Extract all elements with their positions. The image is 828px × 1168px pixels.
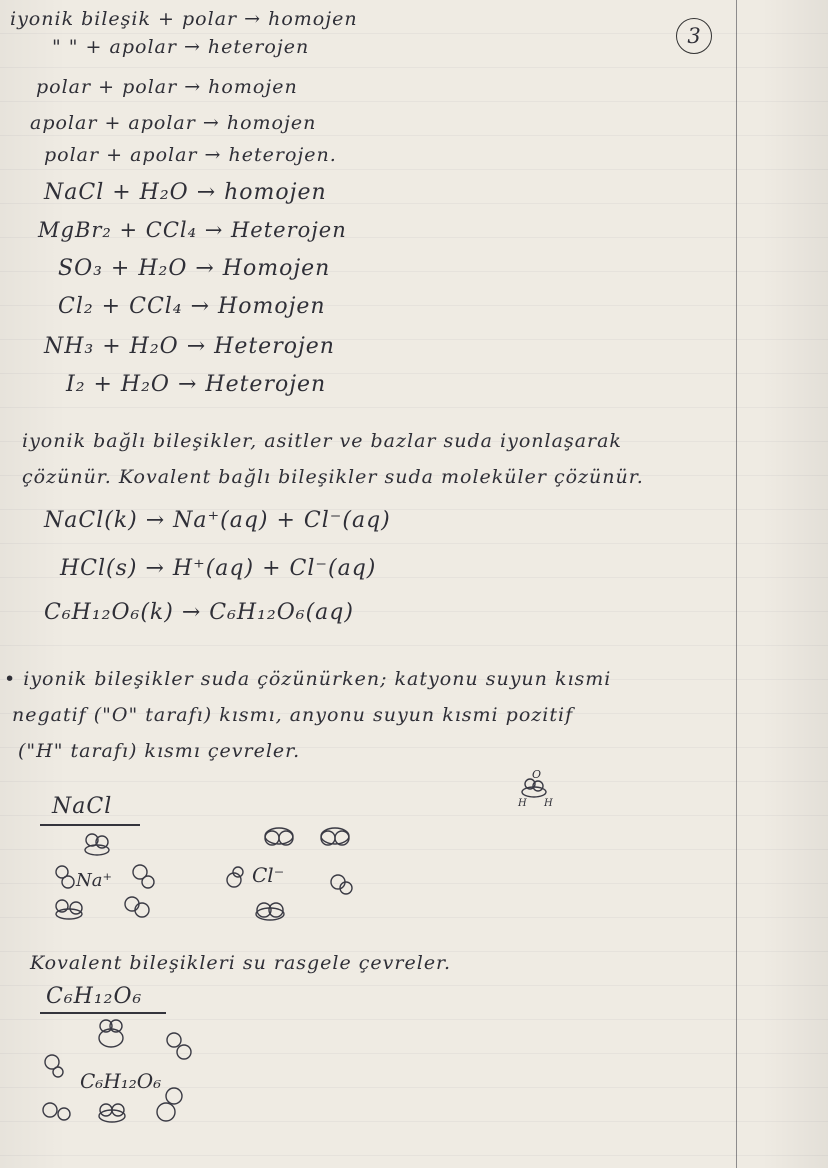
margin-line [736,0,737,1168]
sodium-ion-label: Na⁺ [76,870,112,891]
water-o-label: O [532,768,542,781]
equation-line: HCl(s) → H⁺(aq) + Cl⁻(aq) [60,556,377,581]
underline [40,824,140,826]
rule-line: polar + polar → homojen [36,76,298,98]
example-line: SO₃ + H₂O → Homojen [58,256,331,281]
example-line: I₂ + H₂O → Heterojen [66,372,327,397]
rule-line: apolar + apolar → homojen [30,112,317,134]
paragraph-line: Kovalent bileşikleri su rasgele çevreler. [30,952,452,974]
glucose-heading: C₆H₁₂O₆ [46,984,143,1009]
sodium-hydration-sketch [44,830,194,920]
equation-line: C₆H₁₂O₆(k) → C₆H₁₂O₆(aq) [44,600,354,625]
water-molecule-sketch [500,762,560,810]
glucose-center-label: C₆H₁₂O₆ [80,1069,162,1093]
example-line: MgBr₂ + CCl₄ → Heterojen [38,218,347,242]
water-h-label: H [544,798,553,809]
water-h-label: H [518,798,527,809]
nacl-heading: NaCl [52,794,113,819]
underline [40,1012,166,1014]
paragraph-line: ("H" tarafı) kısmı çevreler. [18,740,301,762]
chloride-hydration-sketch [222,826,382,922]
example-line: NH₃ + H₂O → Heterojen [44,334,335,359]
paragraph-line: iyonik bağlı bileşikler, asitler ve bazlar suda iyonlaşarak [22,430,622,452]
paragraph-line: negatif ("O" tarafı) kısmı, anyonu suyun kısmi pozitif [12,704,574,726]
rule-line: iyonik bileşik + polar → homojen [10,8,358,30]
example-line: Cl₂ + CCl₄ → Homojen [58,294,326,319]
rule-line: polar + apolar → heterojen. [44,144,337,166]
equation-line: NaCl(k) → Na⁺(aq) + Cl⁻(aq) [44,508,391,533]
paragraph-line: • iyonik bileşikler suda çözünürken; katyonu suyun kısmi [4,668,612,690]
page-number: 3 [676,18,712,54]
chloride-ion-label: Cl⁻ [252,863,285,887]
glucose-hydration-sketch [24,1018,224,1148]
example-line: NaCl + H₂O → homojen [44,180,327,205]
paragraph-line: çözünür. Kovalent bağlı bileşikler suda moleküler çözünür. [22,466,644,488]
rule-line: " " + apolar → heterojen [52,36,310,58]
